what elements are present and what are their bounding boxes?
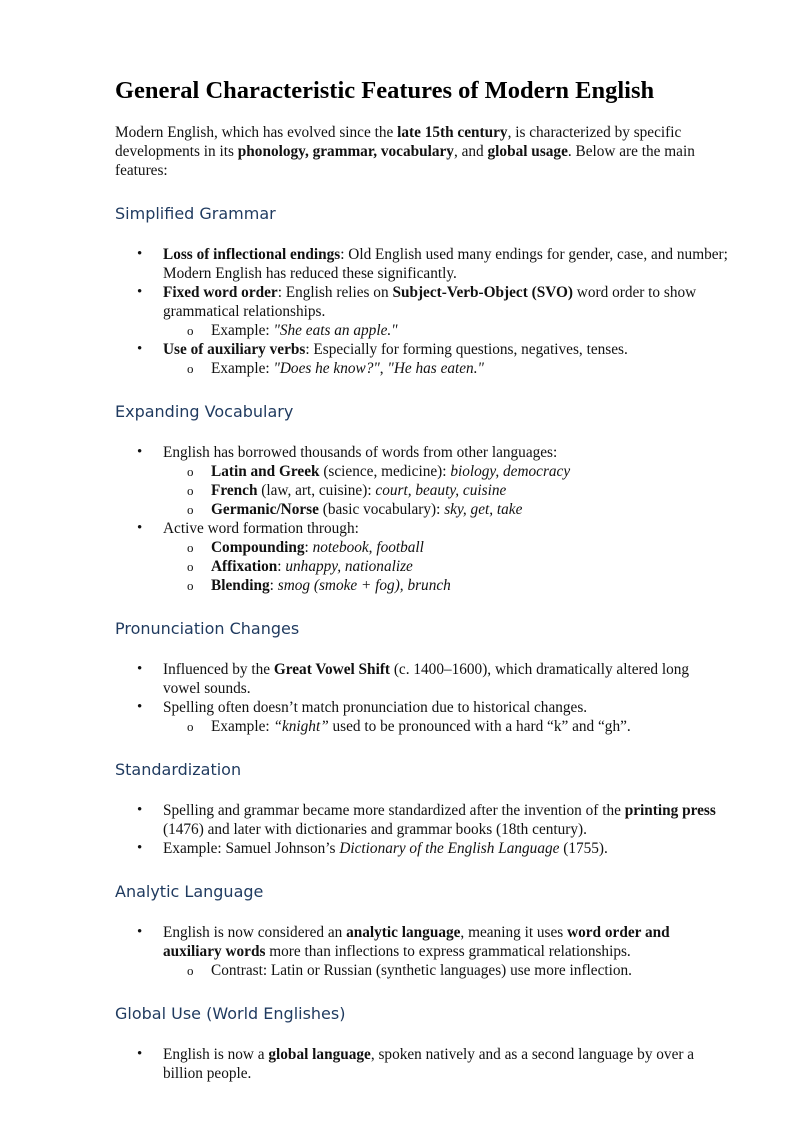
bullet-icon: • <box>137 924 143 940</box>
item-text: English is now a <box>163 1046 269 1063</box>
item-text: English has borrowed thousands of words from other languages: <box>163 444 558 461</box>
sub-list-item <box>163 359 730 378</box>
item-term: Germanic/Norse <box>211 501 319 518</box>
sub-list-item <box>163 462 730 481</box>
sub-list-item <box>163 961 730 980</box>
sub-bullet-icon: o <box>187 483 194 498</box>
bullet-icon: • <box>137 802 143 818</box>
page-title: General Characteristic Features of Modern English <box>115 77 655 104</box>
item-term: printing press <box>624 802 716 819</box>
pronunciation-list <box>115 660 730 736</box>
item-text: Spelling and grammar became more standardized after the invention of the <box>163 802 625 819</box>
sub-list-item <box>163 557 730 576</box>
item-text: more than inflections to express grammatical relationships. <box>265 943 631 960</box>
item-term: Blending <box>211 577 270 594</box>
section-heading-vocabulary: Expanding Vocabulary <box>115 402 294 421</box>
sub-bullet-icon: o <box>187 361 194 376</box>
bullet-icon: • <box>137 699 143 715</box>
item-text: Influenced by the <box>163 661 274 678</box>
sub-list <box>163 462 730 519</box>
item-text: Example: Samuel Johnson’s <box>163 840 340 857</box>
list-item <box>115 923 730 980</box>
item-text: : Especially for forming questions, negatives, tenses. <box>305 341 628 358</box>
item-text: : <box>304 539 313 556</box>
intro-text: , is characterized by specific developments in its <box>115 124 682 160</box>
bullet-icon: • <box>137 246 143 262</box>
section-heading-global: Global Use (World Englishes) <box>115 1004 346 1023</box>
intro-emphasis: phonology, grammar, vocabulary <box>237 143 454 160</box>
item-text: (science, medicine): <box>319 463 451 480</box>
item-text: Active word formation through: <box>163 520 359 537</box>
global-list <box>115 1045 730 1083</box>
sub-bullet-icon: o <box>187 502 194 517</box>
item-text: (law, art, cuisine): <box>257 482 376 499</box>
sub-list <box>163 321 730 340</box>
item-text: English is now considered an <box>163 924 347 941</box>
item-text: used to be pronounced with a hard “k” and “gh”. <box>328 718 631 735</box>
list-item <box>115 1045 730 1083</box>
item-term: Affixation <box>211 558 278 575</box>
section-heading-pronunciation: Pronunciation Changes <box>115 619 300 638</box>
vocabulary-list <box>115 443 730 595</box>
item-example: biology, democracy <box>450 463 571 480</box>
item-text: , <box>379 360 388 377</box>
item-term: Compounding <box>211 539 305 556</box>
sub-list-item <box>163 321 730 340</box>
item-term: global language <box>268 1046 371 1063</box>
list-item <box>115 443 730 519</box>
sub-list <box>163 359 730 378</box>
sub-bullet-icon: o <box>187 578 194 593</box>
item-text: : <box>269 577 278 594</box>
item-term: Great Vowel Shift <box>273 661 391 678</box>
sub-list-item <box>163 500 730 519</box>
sub-list-item <box>163 717 730 736</box>
analytic-list <box>115 923 730 980</box>
bullet-icon: • <box>137 284 143 300</box>
sub-list-item <box>163 481 730 500</box>
item-text: (basic vocabulary): <box>318 501 445 518</box>
item-text: Example: <box>211 360 274 377</box>
intro-text: Modern English, which has evolved since the <box>115 124 398 141</box>
item-term: analytic language <box>346 924 461 941</box>
bullet-icon: • <box>137 840 143 856</box>
item-example: smog (smoke + fog), brunch <box>277 577 451 594</box>
sub-list-item <box>163 576 730 595</box>
bullet-icon: • <box>137 1046 143 1062</box>
intro-text: . Below are the main features: <box>115 143 695 179</box>
section-heading-grammar: Simplified Grammar <box>115 204 276 223</box>
sub-list <box>163 538 730 595</box>
item-term: Latin and Greek <box>211 463 320 480</box>
sub-bullet-icon: o <box>187 464 194 479</box>
item-text: : Old English used many endings for gender, case, and number; Modern English has reduced these significantly. <box>163 246 728 282</box>
item-term: French <box>211 482 258 499</box>
item-text: , spoken natively and as a second language by over a billion people. <box>163 1046 695 1082</box>
intro-paragraph <box>115 123 730 180</box>
bullet-icon: • <box>137 444 143 460</box>
item-text: word order to show grammatical relationships. <box>163 284 697 320</box>
bullet-icon: • <box>137 520 143 536</box>
section-heading-analytic: Analytic Language <box>115 882 264 901</box>
standardization-list <box>115 801 730 858</box>
item-text: (1755). <box>559 840 608 857</box>
sub-list <box>163 717 730 736</box>
bullet-icon: • <box>137 661 143 677</box>
item-text: Contrast: Latin or Russian (synthetic languages) use more inflection. <box>211 962 632 979</box>
item-term: Loss of inflectional endings <box>163 246 341 263</box>
list-item <box>115 519 730 595</box>
item-text: (1476) and later with dictionaries and grammar books (18th century). <box>163 821 587 838</box>
sub-bullet-icon: o <box>187 323 194 338</box>
item-text: Spelling often doesn’t match pronunciation due to historical changes. <box>163 699 588 716</box>
item-term: word order and auxiliary words <box>163 924 670 960</box>
item-example: court, beauty, cuisine <box>375 482 507 499</box>
sub-bullet-icon: o <box>187 963 194 978</box>
list-item <box>115 340 730 378</box>
item-text: : English relies on <box>277 284 393 301</box>
item-example: "He has eaten." <box>387 360 484 377</box>
item-example: “knight” <box>273 718 329 735</box>
item-example: unhappy, nationalize <box>285 558 413 575</box>
section-heading-standardization: Standardization <box>115 760 242 779</box>
list-item <box>115 801 730 839</box>
sub-bullet-icon: o <box>187 540 194 555</box>
item-example: "She eats an apple." <box>273 322 398 339</box>
item-text: , meaning it uses <box>460 924 568 941</box>
sub-bullet-icon: o <box>187 559 194 574</box>
item-text: Example: <box>211 718 274 735</box>
grammar-list <box>115 245 730 378</box>
item-text: Example: <box>211 322 274 339</box>
list-item <box>115 839 730 858</box>
sub-bullet-icon: o <box>187 719 194 734</box>
list-item <box>115 698 730 736</box>
sub-list-item <box>163 538 730 557</box>
intro-emphasis: late 15th century <box>397 124 508 141</box>
item-term: Subject-Verb-Object (SVO) <box>392 284 573 301</box>
item-example: "Does he know?" <box>273 360 380 377</box>
sub-list <box>163 961 730 980</box>
item-example: notebook, football <box>312 539 424 556</box>
intro-text: , and <box>453 143 488 160</box>
item-example: sky, get, take <box>444 501 523 518</box>
list-item <box>115 283 730 340</box>
bullet-icon: • <box>137 341 143 357</box>
item-example: Dictionary of the English Language <box>339 840 560 857</box>
intro-emphasis: global usage <box>487 143 568 160</box>
item-term: Fixed word order <box>163 284 278 301</box>
item-term: Use of auxiliary verbs <box>163 341 306 358</box>
item-text: (c. 1400–1600), which dramatically altered long vowel sounds. <box>163 661 690 697</box>
item-text: : <box>277 558 286 575</box>
list-item <box>115 660 730 698</box>
list-item <box>115 245 730 283</box>
